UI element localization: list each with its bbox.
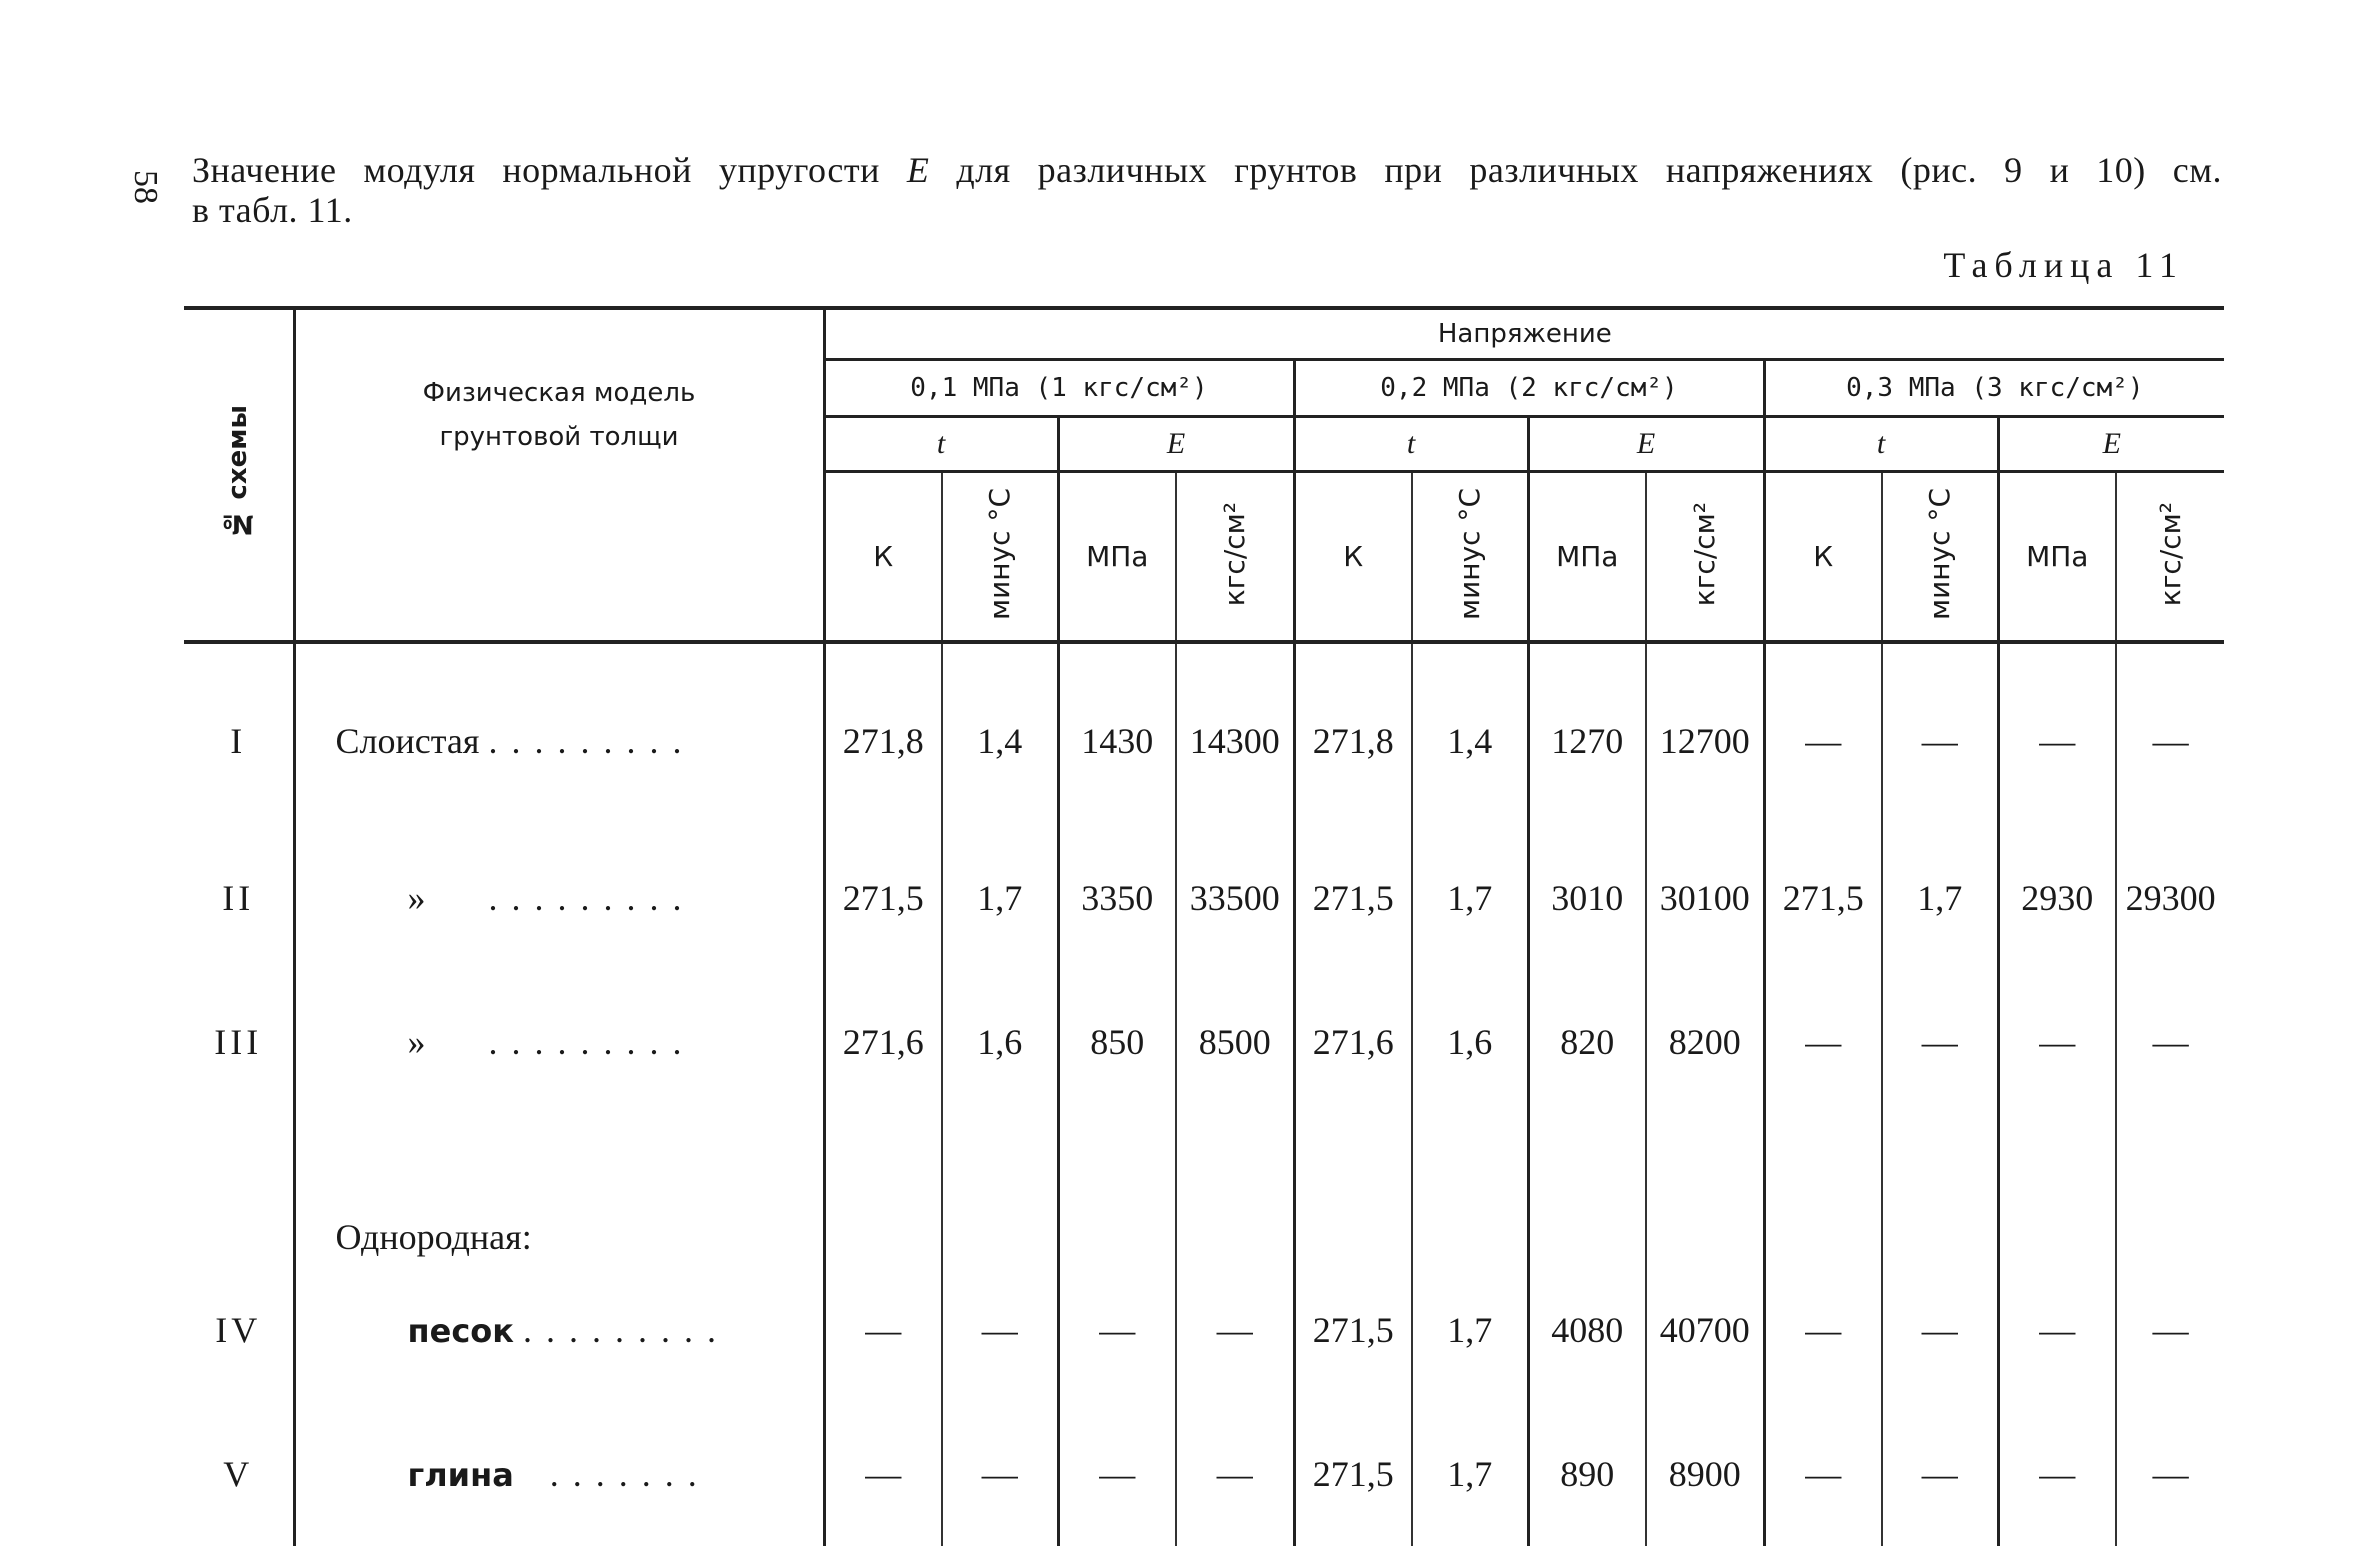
value-cell: 1,7 <box>1412 826 1528 970</box>
scheme-number: III <box>184 970 294 1114</box>
model-cell: глина ....... <box>294 1402 824 1546</box>
stress-group-0-3: 0,3 МПа (3 кгс/см²) <box>1764 360 2224 417</box>
value-cell: — <box>1764 970 1882 1114</box>
value-cell: 1,7 <box>1412 1258 1528 1402</box>
t-header-3: t <box>1764 417 1998 472</box>
value-cell: — <box>1998 1258 2116 1402</box>
value-cell: — <box>865 1453 902 1494</box>
intro-paragraph <box>192 150 2222 230</box>
value-cell: 1,4 <box>942 656 1058 826</box>
stress-group-0-2: 0,2 МПа (2 кгс/см²) <box>1294 360 1764 417</box>
unit-minus-c: минус °C <box>1882 472 1998 642</box>
value-cell: 8500 <box>1176 970 1294 1114</box>
page-number: 58 <box>127 170 164 204</box>
group-label: Однородная: <box>294 1114 824 1258</box>
value-cell: — <box>1998 970 2116 1114</box>
value-cell: 271,6 <box>842 1021 924 1062</box>
value-cell: 12700 <box>1646 656 1764 826</box>
value-cell: — <box>1764 656 1882 826</box>
modulus-symbol: E <box>906 150 930 190</box>
t-header-1: t <box>824 417 1058 472</box>
value-cell: — <box>1764 1258 1882 1402</box>
e-header-3: E <box>1998 417 2224 472</box>
value-cell: 1430 <box>1058 656 1176 826</box>
value-cell: — <box>1882 970 1998 1114</box>
value-cell: 1,4 <box>1412 656 1528 826</box>
value-cell: — <box>1998 656 2116 826</box>
value-cell: 890 <box>1528 1402 1646 1546</box>
data-table <box>184 306 2224 1546</box>
value-cell: — <box>1882 1402 1998 1546</box>
model-cell: песок ......... <box>294 1258 824 1402</box>
value-cell: — <box>1998 1402 2116 1546</box>
e-header-2: E <box>1528 417 1764 472</box>
value-cell: — <box>1176 1258 1294 1402</box>
table-row <box>184 970 2224 1114</box>
value-cell: 271,6 <box>1294 970 1412 1114</box>
value-cell: — <box>1882 656 1998 826</box>
unit-k: К <box>873 539 894 573</box>
value-cell: 271,5 <box>1294 1402 1412 1546</box>
value-cell: 2930 <box>1998 826 2116 970</box>
unit-kgf: кгс/см² <box>2116 472 2224 642</box>
model-cell: » ......... <box>294 970 824 1114</box>
scheme-number: I <box>184 656 294 826</box>
unit-minus-c: минус °C <box>1412 472 1528 642</box>
value-cell: 820 <box>1528 970 1646 1114</box>
unit-minus-c: минус °C <box>942 472 1058 642</box>
value-cell: 8900 <box>1646 1402 1764 1546</box>
value-cell: 4080 <box>1528 1258 1646 1402</box>
value-cell: 271,5 <box>1294 826 1412 970</box>
value-cell: — <box>2116 656 2224 826</box>
unit-kgf: кгс/см² <box>1176 472 1294 642</box>
value-cell: 271,5 <box>1294 1258 1412 1402</box>
stress-header: Напряжение <box>824 308 2224 360</box>
table-row <box>184 656 2224 826</box>
value-cell: — <box>1764 1402 1882 1546</box>
value-cell: — <box>1058 1258 1176 1402</box>
value-cell: 14300 <box>1176 656 1294 826</box>
model-cell: Слоистая ......... <box>294 656 824 826</box>
value-cell: 30100 <box>1646 826 1764 970</box>
group-label-row <box>184 1114 2224 1258</box>
value-cell: — <box>1058 1402 1176 1546</box>
unit-mpa: МПа <box>1528 472 1646 642</box>
value-cell: 1,6 <box>942 970 1058 1114</box>
table-row <box>184 1402 2224 1546</box>
unit-k: К <box>1764 472 1882 642</box>
t-header-2: t <box>1294 417 1528 472</box>
intro-line-2: в табл. 11. <box>192 190 353 230</box>
value-cell: — <box>1176 1402 1294 1546</box>
table-caption: Таблица 11 <box>1943 245 2184 285</box>
value-cell: 1,7 <box>1882 826 1998 970</box>
value-cell: — <box>942 1402 1058 1546</box>
unit-mpa: МПа <box>1998 472 2116 642</box>
table-header <box>184 308 2224 642</box>
value-cell: — <box>1882 1258 1998 1402</box>
value-cell: 3010 <box>1528 826 1646 970</box>
model-cell: » ......... <box>294 826 824 970</box>
unit-k: К <box>1294 472 1412 642</box>
value-cell: — <box>865 1309 902 1350</box>
stress-group-0-1: 0,1 МПа (1 кгс/см²) <box>824 360 1294 417</box>
value-cell: 1,7 <box>942 826 1058 970</box>
value-cell: 271,5 <box>1764 826 1882 970</box>
value-cell: 271,8 <box>1294 656 1412 826</box>
value-cell: 1,6 <box>1412 970 1528 1114</box>
unit-kgf: кгс/см² <box>1646 472 1764 642</box>
value-cell: 271,8 <box>842 720 924 761</box>
value-cell: 850 <box>1058 970 1176 1114</box>
unit-mpa: МПа <box>1058 472 1176 642</box>
intro-line-1: Значение модуля нормальной упругости E для различных грунтов при различных напряжениях (рис. 9 и 10) см. <box>192 150 2223 190</box>
value-cell: — <box>942 1258 1058 1402</box>
value-cell: — <box>2116 1402 2224 1546</box>
value-cell: 1270 <box>1528 656 1646 826</box>
value-cell: 29300 <box>2116 826 2224 970</box>
value-cell: 3350 <box>1058 826 1176 970</box>
scheme-number: V <box>184 1402 294 1546</box>
table-row <box>184 1258 2224 1402</box>
model-header: Физическая модель грунтовой толщи <box>294 308 824 642</box>
value-cell: 40700 <box>1646 1258 1764 1402</box>
value-cell: 8200 <box>1646 970 1764 1114</box>
scheme-number: IV <box>184 1258 294 1402</box>
scheme-no-header: № схемы <box>184 308 294 642</box>
value-cell: — <box>2116 1258 2224 1402</box>
table-row <box>184 826 2224 970</box>
e-header-1: E <box>1058 417 1294 472</box>
table-body <box>184 642 2224 1546</box>
value-cell: 33500 <box>1176 826 1294 970</box>
value-cell: 271,5 <box>842 877 924 918</box>
value-cell: 1,7 <box>1412 1402 1528 1546</box>
scheme-number: II <box>184 826 294 970</box>
value-cell: — <box>2116 970 2224 1114</box>
